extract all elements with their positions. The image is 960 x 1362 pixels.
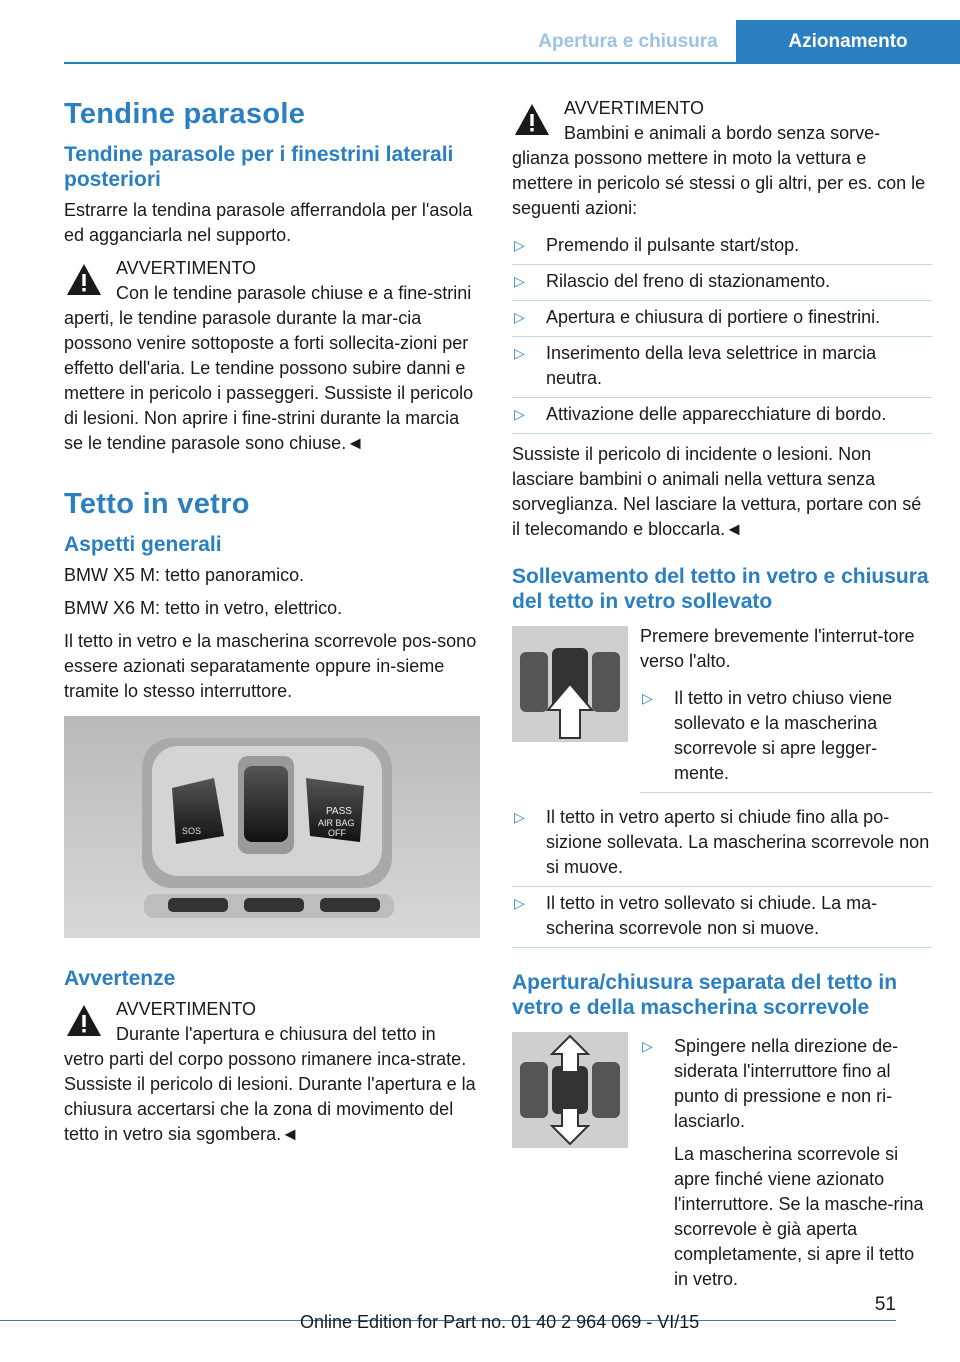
separate-sublist	[640, 1030, 932, 1306]
pass-label: PASS	[326, 806, 352, 817]
heading-rear-sunblinds: Tendine parasole per i finestrini laterali posteriori	[64, 143, 454, 191]
warning-icon	[512, 100, 552, 140]
section-tab[interactable]: Apertura e chiusura	[538, 31, 718, 52]
right-column	[512, 96, 932, 1314]
raise-list	[512, 801, 932, 948]
triangle-marker-icon: ▷	[514, 273, 525, 289]
warning-block	[64, 256, 480, 456]
roof-console-photo	[64, 716, 480, 938]
triangle-marker-icon: ▷	[642, 1038, 653, 1054]
heading-glass-roof: Tetto in vetro	[64, 488, 250, 520]
warning-title: AVVERTIMENTO	[116, 258, 257, 278]
list-item: ▷ Apertura e chiusura di portiere o finestrini.	[512, 301, 932, 337]
sos-label: SOS	[182, 826, 202, 836]
list-item: ▷ Il tetto in vetro aperto si chiude fino alla po-sizione sollevata. La mascherina scorrevole non si muove.	[512, 801, 932, 887]
list-item: ▷ Premendo il pulsante start/stop.	[512, 229, 932, 265]
warning-block	[512, 96, 932, 221]
heading-raise-roof: Sollevamento del tetto in vetro e chiusura del tetto in vetro sollevato	[512, 565, 929, 613]
paragraph: Estrarre la tendina parasole afferrandola per l'asola ed agganciarla nel supporto.	[64, 200, 473, 245]
heading-general: Aspetti generali	[64, 533, 222, 556]
footer-edition: Online Edition for Part no. 01 40 2 964 069 - VI/15	[300, 1312, 700, 1332]
paragraph: BMW X5 M: tetto panoramico.	[64, 565, 305, 585]
list-item: ▷ Inserimento della leva selettrice in marcia neutra.	[512, 337, 932, 398]
warning-title: AVVERTIMENTO	[116, 999, 257, 1019]
action-list	[512, 229, 932, 434]
warning-text: Durante l'apertura e chiusura del tetto in vetro parti del corpo possono rimanere inca-strate. Sussiste il pericolo di lesioni. Durante l'apertura e la chiusura accertarsi che la zona di movimento del tetto in vetro sia sgombera.◄	[64, 1024, 476, 1144]
heading-notes: Avvertenze	[64, 967, 176, 990]
triangle-marker-icon: ▷	[642, 690, 653, 706]
paragraph: Premere brevemente l'interrut-tore verso l'alto.	[640, 626, 915, 671]
list-item: ▷ Attivazione delle apparecchiature di bordo.	[512, 398, 932, 434]
switch-up-illustration	[512, 626, 628, 742]
warning-block	[64, 997, 480, 1147]
separate-section	[512, 1030, 932, 1314]
chapter-tab[interactable]: Azionamento	[736, 20, 960, 64]
warning-icon	[64, 260, 104, 300]
list-item: ▷ Il tetto in vetro chiuso viene sollevato e la mascherina scorrevole si apre legger-mente.	[640, 682, 932, 793]
list-item: ▷ Rilascio del freno di stazionamento.	[512, 265, 932, 301]
airbag-label: AIR BAG	[318, 818, 355, 828]
raise-sublist	[640, 682, 932, 793]
list-item: ▷ Il tetto in vetro sollevato si chiude. La ma-scherina scorrevole non si muove.	[512, 887, 932, 948]
paragraph: Il tetto in vetro e la mascherina scorrevole pos-sono essere azionati separatamente oppure in-sieme tramite lo stesso interruttore.	[64, 631, 477, 701]
heading-separate-open: Apertura/chiusura separata del tetto in vetro e della mascherina scorrevole	[512, 971, 898, 1019]
list-item: ▷ Spingere nella direzione de-siderata l'interruttore fino al punto di pressione e non ri-lasciarlo. La mascherina scorrevole si apre finché viene azionato l'interruttore. Se la masche-rina scorrevole è già aperta completamente, si apre il tetto in vetro.	[640, 1030, 932, 1306]
off-label: OFF	[328, 828, 346, 838]
switch-updown-illustration	[512, 1032, 628, 1148]
paragraph: La mascherina scorrevole si apre finché viene azionato l'interruttore. Se la masche-rina scorrevole è già aperta completamente, si apre il tetto in vetro.	[674, 1144, 924, 1289]
triangle-marker-icon: ▷	[514, 345, 525, 361]
triangle-marker-icon: ▷	[514, 237, 525, 253]
triangle-marker-icon: ▷	[514, 809, 525, 825]
triangle-marker-icon: ▷	[514, 406, 525, 422]
raise-section	[512, 624, 932, 801]
warning-text: Con le tendine parasole chiuse e a fine-strini aperti, le tendine parasole durante la mar-cia possono venire sottoposte a forti sollecita-zioni per effetto dell'aria. Le tendine possono subire danni e mettere in pericolo i passeggeri. Sussiste il pericolo di lesioni. Non aprire i fine-strini durante la marcia se le tendine parasole sono chiuse.◄	[64, 283, 474, 453]
heading-sunblinds: Tendine parasole	[64, 98, 306, 130]
paragraph: Sussiste il pericolo di incidente o lesioni. Non lasciare bambini o animali nella vettura senza sorveglianza. Nel lasciare la vettura, portare con sé il telecomando e bloccarla.◄	[512, 444, 922, 539]
warning-title: AVVERTIMENTO	[564, 98, 705, 118]
paragraph: BMW X6 M: tetto in vetro, elettrico.	[64, 598, 343, 618]
triangle-marker-icon: ▷	[514, 895, 525, 911]
left-column	[64, 96, 480, 1155]
warning-icon	[64, 1001, 104, 1041]
triangle-marker-icon: ▷	[514, 309, 525, 325]
warning-text: Bambini e animali a bordo senza sorve-glianza possono mettere in moto la vettura e mettere in pericolo sé stessi o gli altri, per es. con le seguenti azioni:	[512, 123, 926, 218]
page-number: 51	[874, 1294, 896, 1315]
